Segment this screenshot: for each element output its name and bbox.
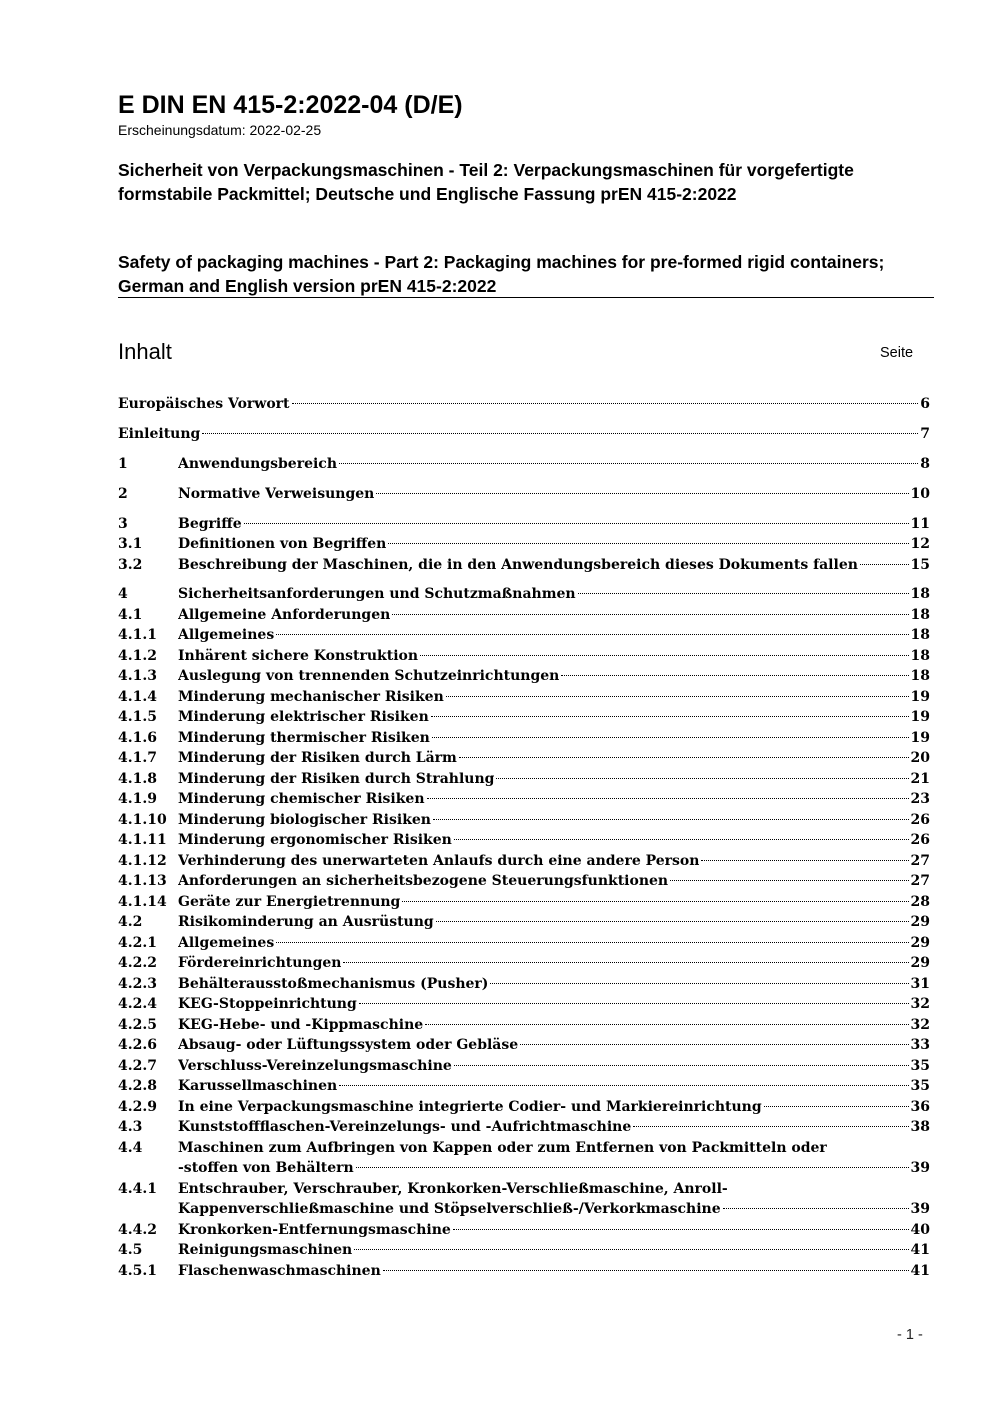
toc-entry-title: Einleitung [118, 425, 201, 442]
toc-entry[interactable] [118, 424, 930, 445]
toc-entry-title: Flaschenwaschmaschinen [178, 1262, 381, 1279]
toc-leader-dots [436, 921, 909, 922]
toc-leader-dots [392, 614, 908, 615]
toc-entry-number: 3.1 [118, 536, 143, 553]
toc-entry-number: 4.1.1 [118, 627, 157, 644]
toc-entry-title: Definitionen von Begriffen [178, 536, 387, 553]
toc-entry-number: 4.4.1 [118, 1180, 157, 1197]
header-divider [118, 297, 934, 298]
toc-entry-number: 4.1.9 [118, 791, 157, 808]
toc-entry-number: 4.1 [118, 606, 143, 623]
toc-entry-number: 4.1.5 [118, 709, 157, 726]
toc-leader-dots [427, 798, 909, 799]
toc-entry-title: Allgemeines [178, 627, 275, 644]
toc-entry-page: 18 [910, 668, 930, 685]
toc-entry-page: 19 [910, 729, 930, 746]
toc-entry-title: Fördereinrichtungen [178, 955, 342, 972]
toc-leader-dots [376, 493, 908, 494]
toc-entry[interactable] [118, 1158, 930, 1179]
toc-entry-page: 20 [910, 750, 930, 767]
toc-entry-title: Minderung elektrischer Risiken [178, 709, 429, 726]
toc-entry-title: In eine Verpackungsmaschine integrierte Codier- und Markiereinrichtung [178, 1098, 762, 1115]
toc-entry-number: 4.1.12 [118, 852, 167, 869]
toc-entry-number: 4.2.2 [118, 955, 157, 972]
toc-entry-title: Minderung thermischer Risiken [178, 729, 430, 746]
toc-entry-number: 4.1.13 [118, 873, 167, 890]
toc-entry-title-continued: -stoffen von Behältern [178, 1160, 354, 1177]
toc-entry[interactable] [118, 625, 930, 646]
toc-leader-dots [244, 523, 909, 524]
toc-entry[interactable] [118, 830, 930, 851]
toc-leader-dots [633, 1126, 908, 1127]
toc-entry-number: 2 [118, 485, 128, 502]
document-id: E DIN EN 415-2:2022-04 (D/E) [118, 91, 463, 119]
toc-entry-number: 4.1.2 [118, 647, 157, 664]
table-of-contents [118, 394, 930, 1281]
toc-entry[interactable] [118, 584, 930, 605]
toc-leader-dots [339, 1085, 908, 1086]
toc-entry-number: 4.1.14 [118, 893, 167, 910]
toc-entry-title-continued: Kappenverschließmaschine und Stöpselverschließ-/Verkorkmaschine [178, 1201, 721, 1218]
toc-entry-number: 4.1.3 [118, 668, 157, 685]
toc-entry[interactable] [118, 534, 930, 555]
toc-entry-number: 3.2 [118, 556, 143, 573]
toc-entry[interactable] [118, 933, 930, 954]
toc-entry-page: 10 [910, 485, 930, 502]
toc-leader-dots [860, 564, 909, 565]
toc-leader-dots [431, 716, 909, 717]
toc-entry[interactable] [118, 728, 930, 749]
toc-entry-title: Minderung mechanischer Risiken [178, 688, 444, 705]
toc-entry[interactable] [118, 871, 930, 892]
toc-entry[interactable] [118, 1199, 930, 1220]
toc-entry[interactable] [118, 646, 930, 667]
toc-entry-number: 4.2 [118, 914, 143, 931]
toc-entry[interactable] [118, 851, 930, 872]
toc-leader-dots [446, 696, 909, 697]
toc-entry-title: Behälterausstoßmechanismus (Pusher) [178, 975, 489, 992]
toc-leader-dots [339, 463, 918, 464]
toc-entry-page: 19 [910, 688, 930, 705]
toc-entry-page: 7 [920, 425, 930, 442]
toc-page-column-label: Seite [880, 345, 914, 361]
toc-entry-title: Anwendungsbereich [178, 455, 337, 472]
toc-leader-dots [354, 1249, 908, 1250]
toc-leader-dots [459, 757, 909, 758]
toc-entry-title: Inhärent sichere Konstruktion [178, 647, 419, 664]
toc-entry-page: 38 [910, 1119, 930, 1136]
toc-entry-title: Europäisches Vorwort [118, 396, 290, 412]
toc-entry-number: 4.1.4 [118, 688, 157, 705]
toc-entry-number: 4.1.8 [118, 770, 157, 787]
toc-leader-dots [490, 983, 908, 984]
toc-entry[interactable] [118, 666, 930, 687]
toc-entry-title: Kunststoffflaschen-Vereinzelungs- und -Aufrichtmaschine [178, 1119, 632, 1136]
toc-entry[interactable] [118, 1117, 930, 1138]
toc-entry-page: 33 [910, 1037, 930, 1054]
toc-entry-title: Allgemeine Anforderungen [178, 606, 391, 623]
toc-entry-page: 6 [920, 396, 930, 412]
toc-entry-title: Risikominderung an Ausrüstung [178, 914, 434, 931]
toc-leader-dots [764, 1106, 909, 1107]
toc-entry-page: 26 [910, 811, 930, 828]
toc-entry-number: 4.5.1 [118, 1262, 157, 1279]
toc-entry-page: 32 [910, 996, 930, 1013]
toc-entry-number: 4.4.2 [118, 1221, 157, 1238]
toc-entry-title: Absaug- oder Lüftungssystem oder Gebläse [178, 1037, 519, 1054]
toc-entry-number: 4.1.7 [118, 750, 157, 767]
toc-leader-dots [701, 860, 908, 861]
toc-entry-title: Normative Verweisungen [178, 485, 375, 502]
toc-leader-dots [433, 819, 909, 820]
toc-leader-dots [578, 593, 909, 594]
toc-entry[interactable] [118, 789, 930, 810]
toc-entry-page: 36 [910, 1098, 930, 1115]
toc-entry-page: 32 [910, 1016, 930, 1033]
toc-entry[interactable] [118, 1035, 930, 1056]
toc-leader-dots [402, 901, 908, 902]
toc-entry-page: 39 [910, 1160, 930, 1177]
toc-entry-number: 4.1.11 [118, 832, 167, 849]
toc-entry[interactable] [118, 912, 930, 933]
toc-entry-page: 18 [910, 647, 930, 664]
toc-entry-page: 41 [910, 1262, 930, 1279]
toc-entry-number: 4 [118, 586, 128, 603]
toc-entry-page: 26 [910, 832, 930, 849]
toc-entry-page: 11 [910, 515, 930, 532]
toc-entry-page: 35 [910, 1057, 930, 1074]
toc-entry[interactable] [118, 605, 930, 626]
toc-entry-page: 39 [910, 1201, 930, 1218]
toc-leader-dots [202, 433, 918, 434]
toc-leader-dots [454, 839, 909, 840]
toc-entry-page: 18 [910, 586, 930, 603]
toc-entry-page: 8 [920, 455, 930, 472]
toc-entry-title: Sicherheitsanforderungen und Schutzmaßnahmen [178, 586, 576, 603]
toc-entry[interactable] [118, 1097, 930, 1118]
toc-leader-dots [425, 1024, 908, 1025]
toc-entry[interactable] [118, 1076, 930, 1097]
toc-entry-page: 27 [910, 852, 930, 869]
toc-entry[interactable] [118, 454, 930, 475]
toc-entry-number: 4.2.1 [118, 934, 157, 951]
toc-entry-page: 18 [910, 627, 930, 644]
toc-entry-page: 29 [910, 955, 930, 972]
toc-entry-number: 4.1.10 [118, 811, 167, 828]
toc-entry-number: 4.2.9 [118, 1098, 157, 1115]
toc-leader-dots [292, 403, 919, 404]
toc-entry-page: 27 [910, 873, 930, 890]
toc-entry-number: 4.5 [118, 1242, 143, 1259]
toc-leader-dots [359, 1003, 909, 1004]
toc-leader-dots [520, 1044, 908, 1045]
toc-entry-number: 4.2.8 [118, 1078, 157, 1095]
toc-entry-title: Kronkorken-Entfernungsmaschine [178, 1221, 451, 1238]
toc-entry[interactable] [118, 1138, 930, 1159]
toc-entry-title: Minderung ergonomischer Risiken [178, 832, 452, 849]
publication-date: Erscheinungsdatum: 2022-02-25 [118, 122, 322, 138]
toc-leader-dots [276, 634, 908, 635]
toc-entry[interactable] [118, 974, 930, 995]
toc-entry[interactable] [118, 1179, 930, 1200]
toc-entry-title: Minderung biologischer Risiken [178, 811, 431, 828]
toc-leader-dots [276, 942, 908, 943]
toc-entry-title: Minderung chemischer Risiken [178, 791, 425, 808]
toc-entry-number: 4.2.7 [118, 1057, 157, 1074]
toc-entry-page: 40 [910, 1221, 930, 1238]
toc-entry-page: 12 [910, 536, 930, 553]
toc-leader-dots [383, 1270, 909, 1271]
toc-entry-title: Karussellmaschinen [178, 1078, 338, 1095]
toc-entry-number: 4.3 [118, 1119, 143, 1136]
toc-entry[interactable] [118, 1056, 930, 1077]
toc-entry[interactable] [118, 687, 930, 708]
toc-entry-title: Beschreibung der Maschinen, die in den Anwendungsbereich dieses Dokuments fallen [178, 556, 858, 573]
toc-entry-page: 28 [910, 893, 930, 910]
toc-entry-title: Entschrauber, Verschrauber, Kronkorken-Verschließmaschine, Anroll- [178, 1180, 728, 1197]
toc-entry[interactable] [118, 892, 930, 913]
toc-leader-dots [356, 1167, 909, 1168]
toc-entry-number: 4.4 [118, 1139, 143, 1156]
toc-entry-number: 1 [118, 455, 128, 472]
toc-heading: Inhalt [118, 339, 172, 364]
toc-entry-number: 4.2.3 [118, 975, 157, 992]
toc-leader-dots [670, 880, 908, 881]
toc-entry-page: 31 [910, 975, 930, 992]
title-english: Safety of packaging machines - Part 2: Packaging machines for pre-formed rigid containers; German and English version prEN 415-2:2022 [118, 252, 885, 296]
toc-entry-title: Maschinen zum Aufbringen von Kappen oder zum Entfernen von Packmitteln oder [178, 1139, 827, 1156]
toc-entry[interactable] [118, 953, 930, 974]
toc-leader-dots [432, 737, 909, 738]
toc-entry-number: 4.2.4 [118, 996, 157, 1013]
toc-entry-page: 29 [910, 914, 930, 931]
toc-leader-dots [723, 1208, 909, 1209]
toc-entry[interactable] [118, 394, 930, 415]
toc-entry-page: 18 [910, 606, 930, 623]
toc-entry[interactable] [118, 555, 930, 576]
toc-entry-title: Begriffe [178, 515, 242, 532]
toc-entry-title: Anforderungen an sicherheitsbezogene Steuerungsfunktionen [178, 873, 669, 890]
toc-entry[interactable] [118, 994, 930, 1015]
page-number: - 1 - [897, 1327, 923, 1343]
toc-entry-title: Minderung der Risiken durch Lärm [178, 750, 457, 767]
toc-entry-title: Verschluss-Vereinzelungsmaschine [178, 1057, 452, 1074]
toc-entry-number: 3 [118, 515, 128, 532]
toc-entry-title: Geräte zur Energietrennung [178, 893, 401, 910]
toc-entry[interactable] [118, 748, 930, 769]
toc-entry-page: 15 [910, 556, 930, 573]
toc-leader-dots [454, 1065, 909, 1066]
toc-entry-title: KEG-Hebe- und -Kippmaschine [178, 1016, 424, 1033]
toc-entry[interactable] [118, 1240, 930, 1261]
toc-entry-number: 4.1.6 [118, 729, 157, 746]
toc-entry-title: Verhinderung des unerwarteten Anlaufs durch eine andere Person [178, 852, 700, 869]
toc-leader-dots [388, 543, 908, 544]
title-german: Sicherheit von Verpackungsmaschinen - Teil 2: Verpackungsmaschinen für vorgefertigte formstabile Packmittel; Deutsche und Englische Fassung prEN 415-2:2022 [118, 160, 854, 204]
toc-entry-page: 23 [910, 791, 930, 808]
toc-entry-page: 19 [910, 709, 930, 726]
toc-entry-page: 21 [910, 770, 930, 787]
toc-entry-title: Allgemeines [178, 934, 275, 951]
toc-leader-dots [343, 962, 908, 963]
toc-entry-page: 41 [910, 1242, 930, 1259]
toc-entry-number: 4.2.5 [118, 1016, 157, 1033]
toc-entry[interactable] [118, 1015, 930, 1036]
toc-leader-dots [561, 675, 908, 676]
toc-entry[interactable] [118, 810, 930, 831]
toc-entry-title: Auslegung von trennenden Schutzeinrichtungen [178, 668, 560, 685]
toc-entry[interactable] [118, 1220, 930, 1241]
toc-leader-dots [453, 1229, 909, 1230]
toc-leader-dots [496, 778, 908, 779]
toc-entry[interactable] [118, 484, 930, 505]
toc-entry[interactable] [118, 769, 930, 790]
toc-leader-dots [420, 655, 908, 656]
toc-entry[interactable] [118, 1261, 930, 1282]
toc-entry-title: KEG-Stoppeinrichtung [178, 996, 357, 1013]
toc-entry-title: Minderung der Risiken durch Strahlung [178, 770, 495, 787]
toc-entry-number: 4.2.6 [118, 1037, 157, 1054]
toc-entry[interactable] [118, 707, 930, 728]
toc-entry-title: Reinigungsmaschinen [178, 1242, 353, 1259]
toc-entry[interactable] [118, 514, 930, 535]
toc-entry-page: 29 [910, 934, 930, 951]
toc-entry-page: 35 [910, 1078, 930, 1095]
